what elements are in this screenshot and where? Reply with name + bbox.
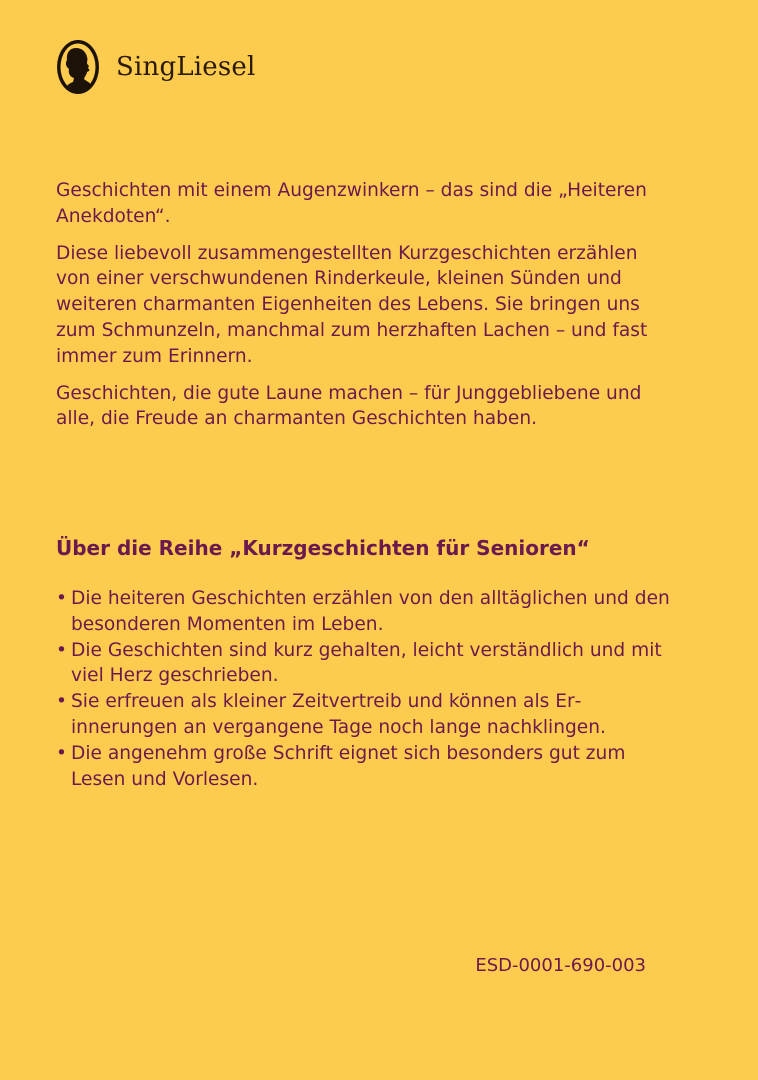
brand-name: SingLiesel: [116, 52, 256, 82]
brand-logo: [56, 39, 256, 95]
product-code: ESD-0001-690-003: [475, 955, 646, 976]
list-item: • Die angenehm große Schrift eignet sich besonders gut zum Lesen und Vorlesen.: [56, 741, 676, 793]
list-item: • Die Geschichten sind kurz gehalten, leicht verständlich und mit viel Herz geschrieben.: [56, 638, 676, 690]
intro-paragraph-1: Geschichten mit einem Augenzwinkern – das sind die „Heiteren Anekdoten“.: [56, 180, 647, 227]
list-item: • Sie erfreuen als kleiner Zeitvertreib und können als Erinnerungen an vergangene Tage noch lange nachklingen.: [56, 689, 676, 741]
intro-text: [56, 178, 656, 443]
silhouette-logo-icon: [56, 39, 100, 95]
series-heading: Über die Reihe „Kurzgeschichten für Senioren“: [56, 536, 590, 560]
intro-paragraph-3: Geschichten, die gute Laune machen – für Junggebliebene und alle, die Freude an charmanten Geschichten haben.: [56, 382, 642, 430]
intro-paragraph-2: Diese liebevoll zusammengestellten Kurzgeschichten erzählen von einer verschwundenen Rinderkeule, kleinen Sünden und weiteren charmanten Eigenheiten des Lebens. Sie bringen uns zum Schmunzeln, manchmal zum herzhaften Lachen – und fast immer zum Erinnern.: [56, 242, 648, 367]
list-item: • Die heiteren Geschichten erzählen von den alltäglichen und den besonderen Momenten im Leben.: [56, 586, 676, 638]
series-bullet-list: [56, 586, 676, 792]
